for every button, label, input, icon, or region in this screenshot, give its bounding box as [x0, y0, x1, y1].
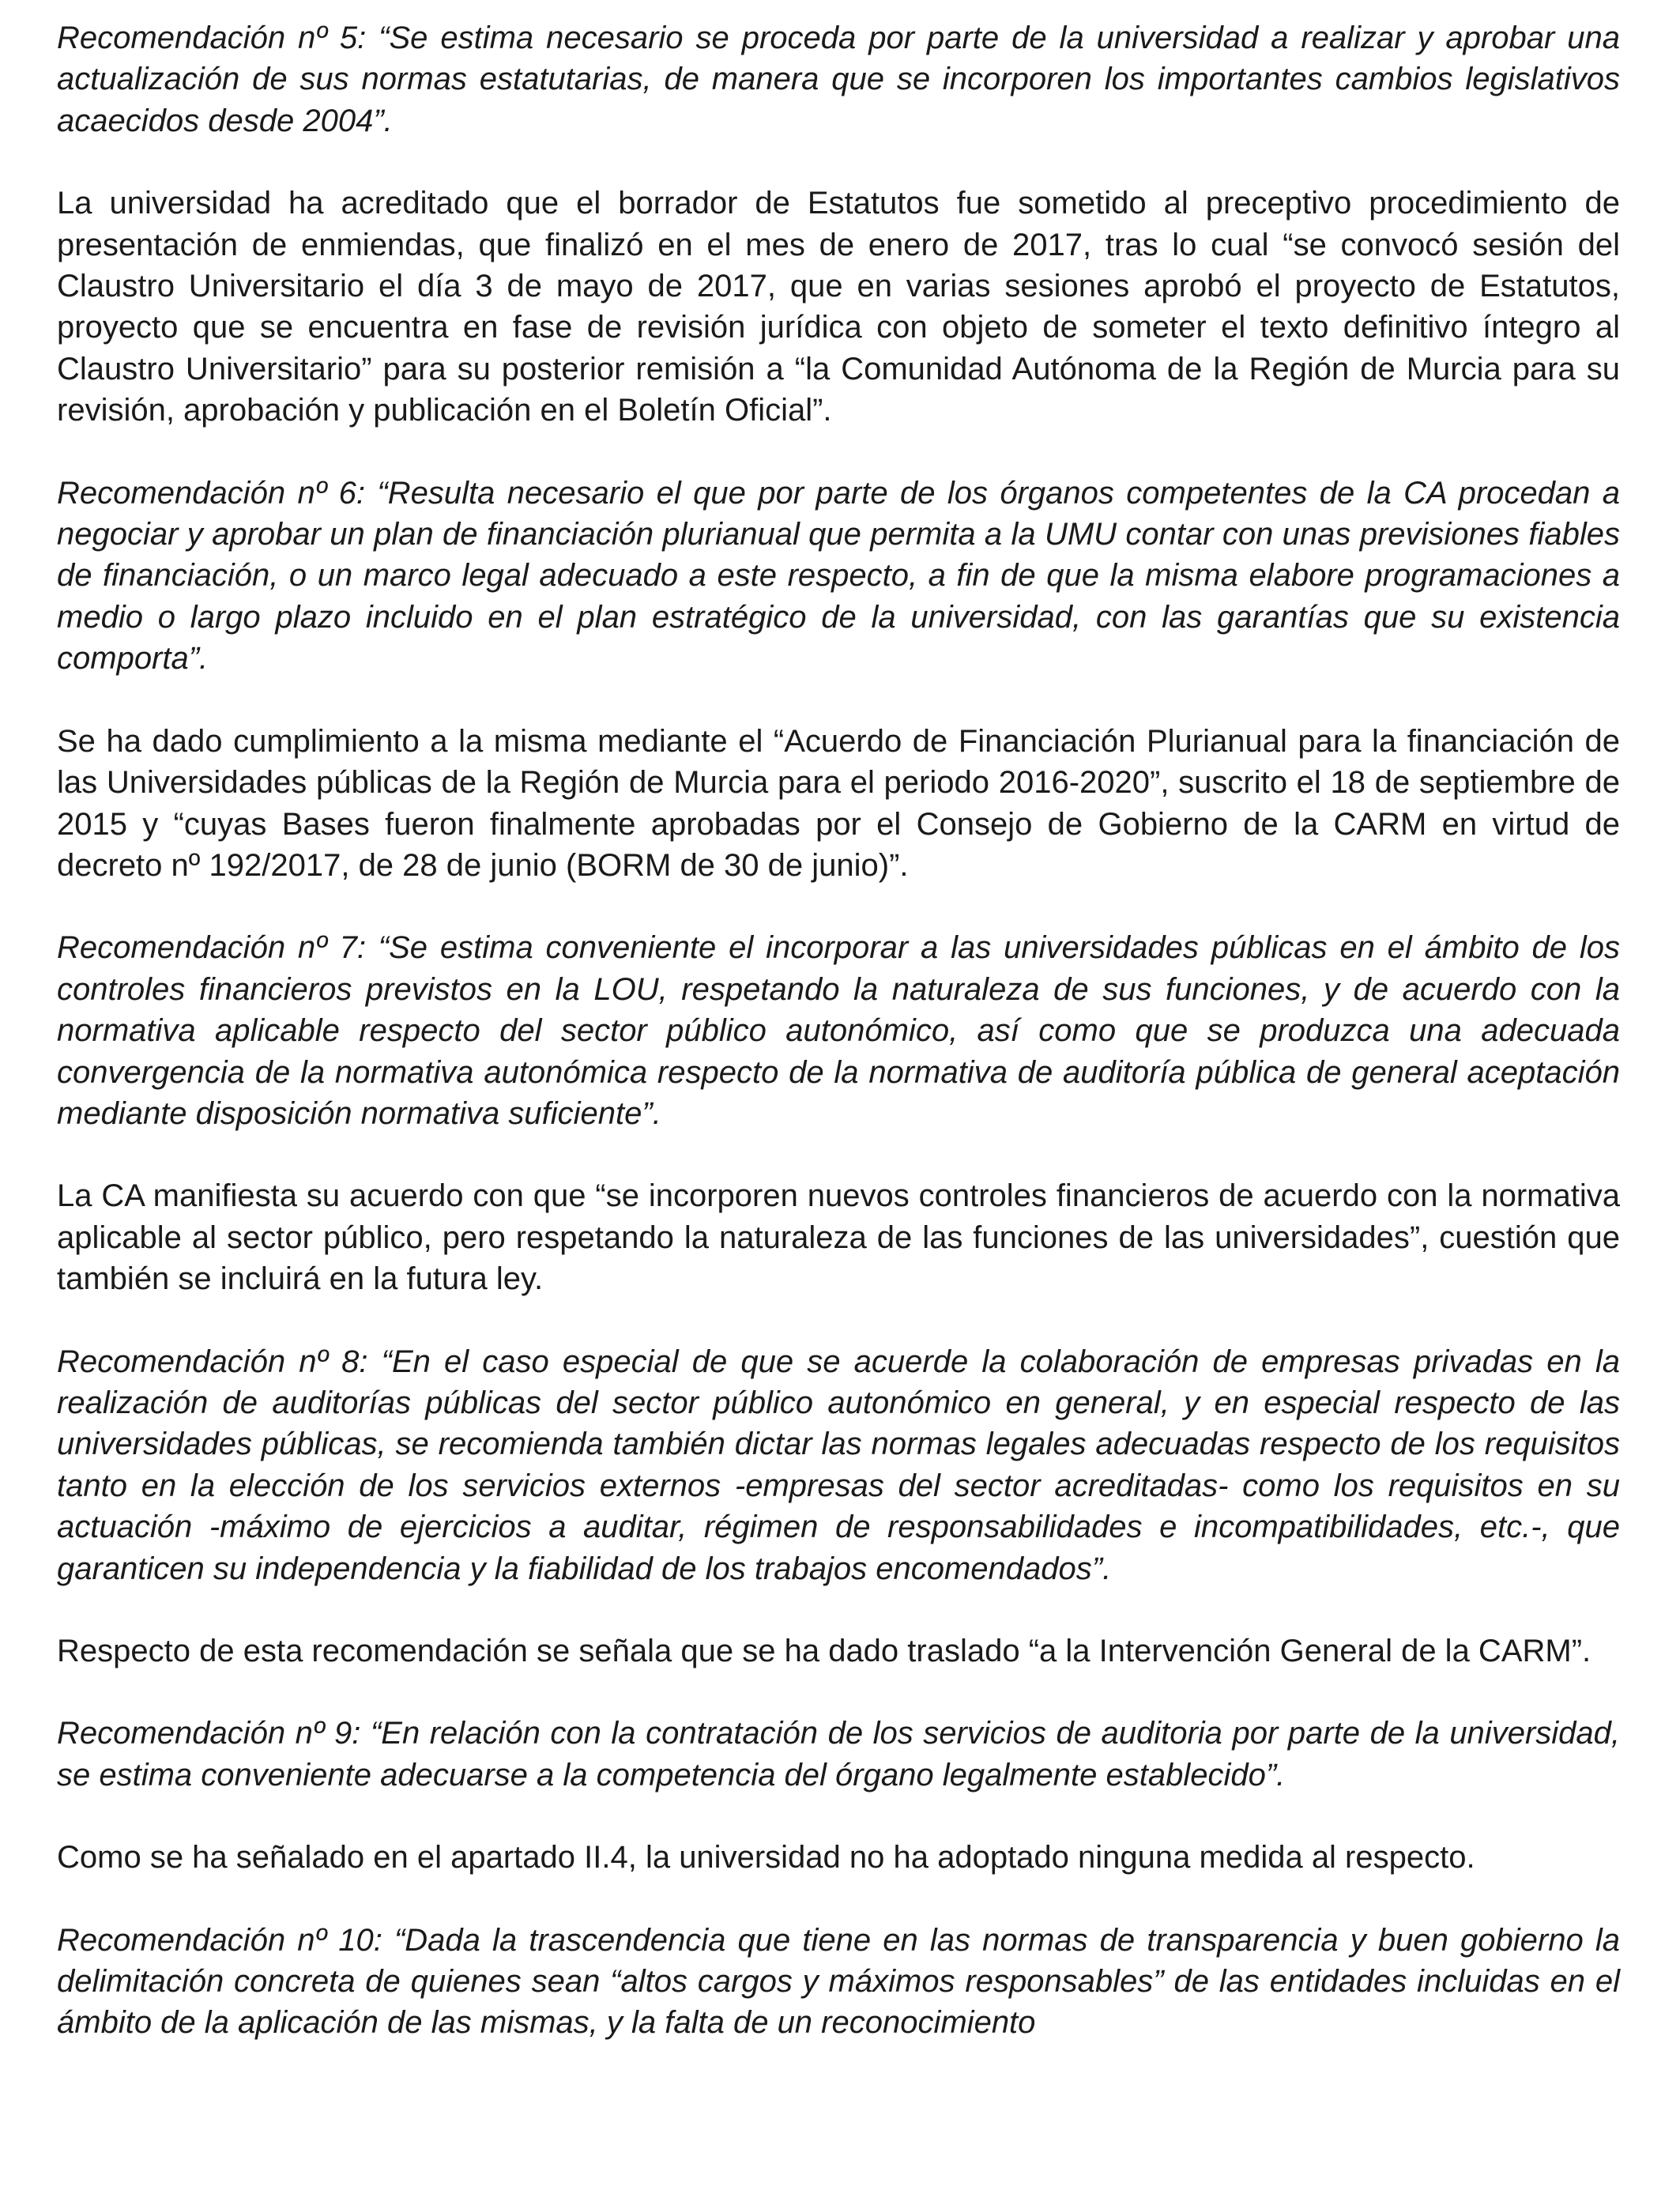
recommendation-5-paragraph: Recomendación nº 5: “Se estima necesario se proceda por parte de la universidad a realizar y aprobar una actualización de sus normas estatutarias, de manera que se incorporen los importantes cambios legislativos acaecidos desde 2004”.	[57, 21, 1620, 138]
recommendation-10-paragraph: Recomendación nº 10: “Dada la trascendencia que tiene en las normas de transparencia y buen gobierno la delimitación concreta de quienes sean “altos cargos y máximos responsables” de las entidades incluidas en el ámbito de la aplicación de las mismas, y la falta de un reconocimiento	[57, 1922, 1620, 2041]
recommendation-8-paragraph: Recomendación nº 8: “En el caso especial de que se acuerde la colaboración de empresas privadas en la realización de auditorías públicas del sector público autonómico en general, y en especial respecto de las universidades públicas, se recomienda también dictar las normas legales adecuadas respecto de los requisitos tanto en la elección de los servicios externos -empresas del sector acreditadas- como los requisitos en su actuación -máximo de ejercicios a auditar, régimen de responsabilidades e incompatibilidades, etc.-, que garanticen su independencia y la fiabilidad de los trabajos encomendados”.	[57, 1344, 1620, 1586]
recommendation-6-response-paragraph: Se ha dado cumplimiento a la misma mediante el “Acuerdo de Financiación Plurianual para la financiación de las Universidades públicas de la Región de Murcia para el periodo 2016-2020”, suscrito el 18 de septiembre de 2015 y “cuyas Bases fueron finalmente aprobadas por el Consejo de Gobierno de la CARM en virtud de decreto nº 192/2017, de 28 de junio (BORM de 30 de junio)”.	[57, 723, 1620, 883]
recommendation-9-paragraph: Recomendación nº 9: “En relación con la contratación de los servicios de auditoria por parte de la universidad, se estima conveniente adecuarse a la competencia del órgano legalmente establecido”.	[57, 1716, 1620, 1793]
document-page	[57, 17, 1620, 2044]
recommendation-7-paragraph: Recomendación nº 7: “Se estima conveniente el incorporar a las universidades públicas en el ámbito de los controles financieros previstos en la LOU, respetando la naturaleza de sus funciones, y de acuerdo con la normativa aplicable respecto del sector público autonómico, así como que se produzca una adecuada convergencia de la normativa autonómica respecto de la normativa de auditoría pública de general aceptación mediante disposición normativa suficiente”.	[57, 930, 1620, 1131]
recommendation-7-response-paragraph: La CA manifiesta su acuerdo con que “se incorporen nuevos controles financieros de acuerdo con la normativa aplicable al sector público, pero respetando la naturaleza de las funciones de las universidades”, cuestión que también se incluirá en la futura ley.	[57, 1178, 1620, 1297]
recommendation-9-response-paragraph: Como se ha señalado en el apartado II.4, la universidad no ha adoptado ninguna medida al respecto.	[57, 1840, 1475, 1875]
recommendation-5-response-paragraph: La universidad ha acreditado que el borrador de Estatutos fue sometido al preceptivo procedimiento de presentación de enmiendas, que finalizó en el mes de enero de 2017, tras lo cual “se convocó sesión del Claustro Universitario el día 3 de mayo de 2017, que en varias sesiones aprobó el proyecto de Estatutos, proyecto que se encuentra en fase de revisión jurídica con objeto de someter el texto definitivo íntegro al Claustro Universitario” para su posterior remisión a “la Comunidad Autónoma de la Región de Murcia para su revisión, aprobación y publicación en el Boletín Oficial”.	[57, 186, 1620, 428]
recommendation-8-response-paragraph: Respecto de esta recomendación se señala que se ha dado traslado “a la Intervención General de la CARM”.	[57, 1634, 1591, 1668]
recommendation-6-paragraph: Recomendación nº 6: “Resulta necesario el que por parte de los órganos competentes de la CA procedan a negociar y aprobar un plan de financiación plurianual que permita a la UMU contar con unas previsiones fiables de financiación, o un marco legal adecuado a este respecto, a fin de que la misma elabore programaciones a medio o largo plazo incluido en el plan estratégico de la universidad, con las garantías que su existencia comporta”.	[57, 475, 1620, 677]
